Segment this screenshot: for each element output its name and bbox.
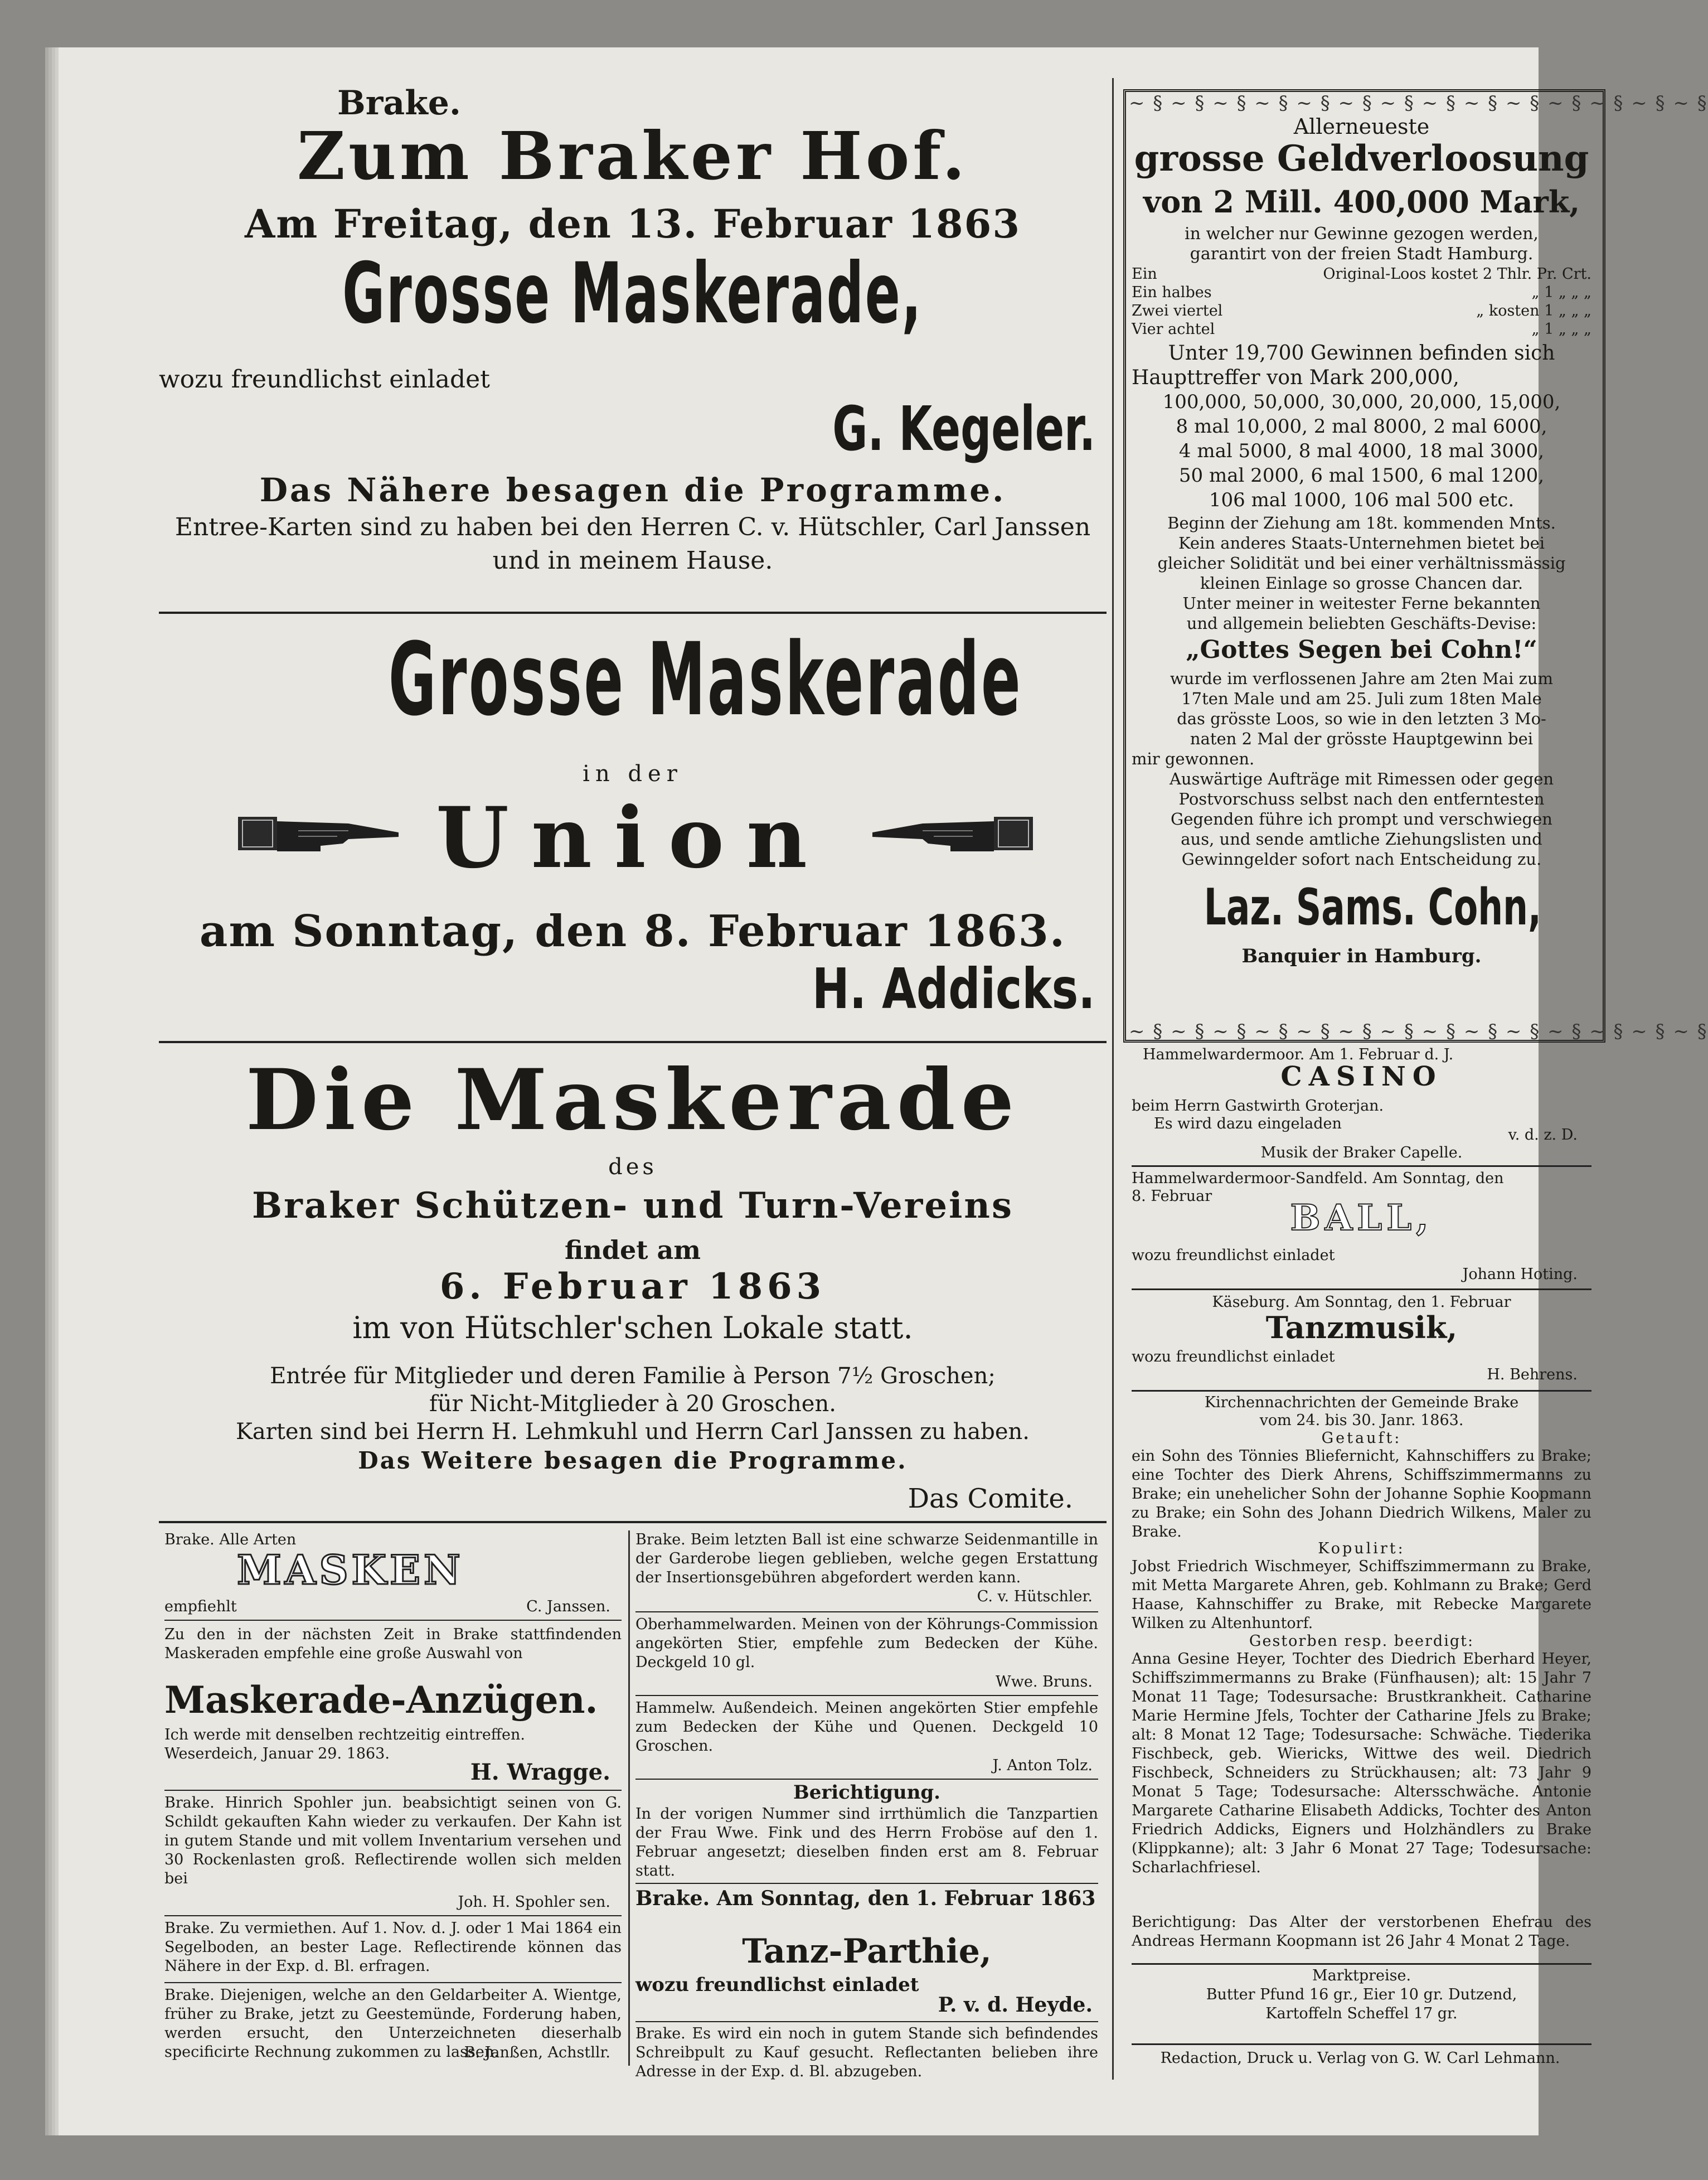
schuetzen-title: Die Maskerade [245,1051,1020,1149]
ball-invite: wozu freundlichst einladet [1132,1247,1335,1264]
lottery-l17: Unter meiner in weitester Ferne bekannten [1182,594,1541,613]
lottery-l22: das grösste Loos, so wie in den letzten 3 Mo- [1177,709,1546,728]
wragge-date: Weserdeich, Januar 29. 1863. [164,1745,390,1762]
markt-l2: Kartoffeln Scheffel 17 gr. [1265,2005,1458,2022]
casino-l3: v. d. z. D. [1508,1126,1578,1144]
arbeiter-sign: B. Janßen, Achstllr. [464,2044,610,2061]
lottery-l20: wurde im verflossenen Jahre am 2ten Mai zum [1170,669,1554,688]
lottery-l26: Postvorschuss selbst nach den entferntesten [1178,789,1545,808]
lottery-l29: Gewinngelder sofort nach Entscheidung zu. [1181,850,1542,869]
braker-hof-event: Grosse Maskerade, [342,245,923,342]
column-divider [628,1530,630,2066]
vermiethen-text: Brake. Zu vermiethen. Auf 1. Nov. d. J. oder 1 Mai 1864 ein Segelboden, an bester Lage. Reflectirende können das Nähere in der Exp. d. Bl. erfragen. [164,1920,622,1975]
lottery-l13: Beginn der Ziehung am 18t. kommenden Mnts. [1167,513,1556,532]
tanzmusik-invite: wozu freundlichst einladet [1132,1348,1335,1365]
lottery-name: Laz. Sams. Cohn, [1204,878,1541,937]
lower-middle-column [635,1530,1104,2080]
casino-l1: beim Herrn Gastwirth Groterjan. [1132,1097,1384,1115]
wragge-text2: Ich werde mit denselben rechtzeitig eintreffen. [164,1726,525,1743]
schuetzen-entry-1: Entrée für Mitglieder und deren Familie à Person 7½ Groschen; [270,1363,996,1389]
schuetzen-sign: Das Comite. [908,1483,1073,1514]
footer-imprint: Redaction, Druck u. Verlag von G. W. Carl Lehmann. [1160,2050,1560,2067]
tanzmusik-ad [1132,1293,1591,1391]
lottery-l3: von 2 Mill. 400,000 Mark, [1143,184,1580,220]
masken-title: MASKEN [237,1546,464,1593]
kirche-dates: vom 24. bis 30. Janr. 1863. [1259,1412,1464,1429]
lottery-l7: Haupttreffer von Mark 200,000, [1132,366,1459,389]
spohler-text: Brake. Hinrich Spohler jun. beabsichtigt seinen von G. Schildt gekauften Kahn wieder zu verkaufen. Der Kahn ist in gutem Stande und mit vollem Inventarium versehen und 30 Rockenlasten groß. Reflectirende wollen sich melden bei [164,1794,622,1887]
schuetzen-where: im von Hütschler'schen Lokale statt. [352,1310,913,1345]
casino-title: CASINO [1280,1061,1443,1092]
ball-date: 8. Februar [1132,1188,1212,1205]
kirche-berichtigung: Berichtigung: Das Alter der verstorbenen Ehefrau des Andreas Hermann Koopmann ist 26 Jahr 4 Monat 2 Tage. [1132,1913,1591,1950]
lottery-l11: 50 mal 2000, 6 mal 1500, 6 mal 1200, [1178,464,1545,487]
lottery-l10: 4 mal 5000, 8 mal 4000, 18 mal 3000, [1178,440,1545,462]
rule [159,1041,1107,1043]
lottery-l9: 8 mal 10,000, 2 mal 8000, 2 mal 6000, [1176,415,1547,438]
casino-head: Hammelwardermoor. Am 1. Februar d. J. [1143,1046,1454,1063]
lottery-l19: „Gottes Segen bei Cohn!“ [1186,636,1537,664]
lottery-l27: Gegenden führe ich prompt und verschwiegen [1171,810,1552,829]
kirche-gestorben-text: Anna Gesine Heyer, Tochter des Diedrich Eberhard Heyer, Schiffszimmermanns zu Brake (Fünfhausen); alt: 15 Jahr 7 Monat 11 Tage; Todesursache: Brustkrankheit. Catharine Marie Hermine Jfels, Tochter der Catharine Jfels zu Brake; alt: 8 Monat 12 Tage; Todesursache: Schwäche. Tiederika Fischbeck, geb. Wiericks, Wittwe des weil. Diedrich Fischbeck, Schneiders zu Strückhausen; alt: 73 Jahr 9 Monat 5 Tage; Todesursache: Altersschwäche. Antonie Margarete Catharine Elisabeth Addicks, Tochter des Anton Friedrich Addicks, Eigners und Holzhändlers zu Brake (Klippkanne); alt: 3 Jahr 6 Monat 27 Tage; Todesursache: Scharlachfriesel. [1132,1650,1591,1876]
braker-hof-venue: Zum Braker Hof. [297,117,969,195]
union-host: H. Addicks. [812,956,1095,1021]
lottery-r2a: Ein halbes [1132,284,1212,301]
lottery-l4: in welcher nur Gewinne gezogen werden, [1185,224,1539,244]
schuetzen-entry-2: für Nicht-Mitglieder à 20 Groschen. [429,1391,836,1417]
wragge-title: Maskerade-Anzügen. [164,1678,598,1722]
union-date: am Sonntag, den 8. Februar 1863. [199,906,1066,957]
lottery-l25: Auswärtige Aufträge mit Rimessen oder gegen [1169,769,1554,788]
rule [159,1521,1107,1523]
lottery-ad [1132,114,1591,1034]
ball-title: BALL, [1290,1197,1433,1239]
braker-hof-date: Am Freitag, den 13. Februar 1863 [244,201,1021,247]
union-in-der: in der [583,761,683,787]
lottery-role: Banquier in Hamburg. [1241,945,1482,967]
braker-hof-invite: wozu freundlichst einladet [159,365,490,394]
kirche-getauft: Getauft: [1321,1430,1402,1447]
tanzmusik-head: Käseburg. Am Sonntag, den 1. Februar [1212,1294,1511,1311]
lottery-l24: mir gewonnen. [1132,749,1255,768]
kirche-getauft-text: ein Sohn des Tönnies Bliefernicht, Kahnschiffers zu Brake; eine Tochter des Dierk Ahrens, Schiffszimmermanns zu Brake; ein unehelicher Sohn der Johanne Sophie Koopmann zu Brake; ein Sohn des Johann Diedrich Wilkens, Maler zu Brake. [1132,1447,1591,1540]
kirche-head: Kirchennachrichten der Gemeinde Brake [1204,1394,1519,1411]
lottery-r1a: Ein [1132,265,1157,283]
pointing-hand-left-icon [867,800,1034,867]
braker-hof-ad [159,84,1107,652]
lottery-r3a: Zwei viertel [1132,302,1223,319]
berichtigung-text: In der vorigen Nummer sind irrthümlich die Tanzpartien der Frau Wwe. Fink und des Herrn Froböse auf den 1. Februar angesetzt; dieselben finden erst am 8. Februar statt. [635,1805,1098,1879]
lottery-l1: Allerneueste [1293,114,1430,139]
kirche-gestorben: Gestorben resp. beerdigt: [1249,1632,1474,1650]
heyde-head: Brake. Am Sonntag, den 1. Februar 1863 [635,1887,1096,1910]
braker-hof-tickets-1: Entree-Karten sind zu haben bei den Herren C. v. Hütschler, Carl Janssen [174,513,1091,541]
masken-head: Brake. Alle Arten [164,1531,297,1548]
schreibpult-text: Brake. Es wird ein noch in gutem Stande sich befindendes Schreibpult zu Kauf gesucht. Reflectanten belieben ihre Adresse in der Exp. d. Bl. abzugeben. [635,2025,1098,2080]
schuetzen-findet: findet am [564,1235,701,1265]
column-divider [1112,78,1114,2080]
markt-head: Marktpreise. [1312,1967,1411,1984]
berichtigung-title: Berichtigung. [793,1781,941,1804]
arbeiter-text: Brake. Diejenigen, welche an den Geldarbeiter A. Wientge, früher zu Brake, jetzt zu Geestemünde, Forderung haben, werden ersucht, den Unterzeichneten dieserhalb specificirte Rechnung zukommen zu lassen. [164,1987,622,2061]
braker-hof-place: Brake. [337,84,461,123]
schuetzen-entry-4: Das Weitere besagen die Programme. [358,1447,908,1474]
braker-hof-details: Das Nähere besagen die Programme. [259,471,1006,509]
lottery-l2: grosse Geldverloosung [1134,138,1589,180]
lottery-l6: Unter 19,700 Gewinnen befinden sich [1168,342,1555,365]
rule [159,612,1107,614]
casino-l2: Es wird dazu eingeladen [1154,1115,1342,1132]
lottery-l18: und allgemein beliebten Geschäfts-Devise: [1186,614,1537,633]
aussendeich-text: Hammelw. Außendeich. Meinen angekörten Stier empfehle zum Bedecken der Kühe und Quenen. Deckgeld 10 Groschen. [635,1699,1098,1755]
newspaper-page [59,47,1708,2135]
lottery-l23: naten 2 Mal der grösste Hauptgewinn bei [1190,729,1534,748]
schuetzen-entry-3: Karten sind bei Herrn H. Lehmkuhl und Herrn Carl Janssen zu haben. [235,1419,1030,1445]
spohler-sign: Joh. H. Spohler sen. [458,1893,610,1911]
heyde-sign: P. v. d. Heyde. [938,1993,1093,2017]
wragge-sign: H. Wragge. [470,1759,610,1785]
lottery-l15: gleicher Solidität und bei einer verhältnissmässig [1157,554,1566,573]
stier-text: Oberhammelwarden. Meinen von der Köhrungs-Commission angekörten Stier, empfehle zum Bedecken der Kühe. Deckgeld 10 gl. [635,1616,1098,1671]
tanzmusik-sign: H. Behrens. [1487,1366,1578,1383]
kirche-section [1132,1393,1591,1962]
lottery-r4a: Vier achtel [1132,321,1215,338]
lottery-r3b: „ kosten 1 „ „ „ [1476,302,1591,319]
lottery-r4b: „ 1 „ „ „ [1531,321,1591,338]
lower-left-column [164,1530,622,2066]
schuetzen-ad [159,1051,1107,1525]
kirche-kopulirt-text: Jobst Friedrich Wischmeyer, Schiffszimmermann zu Brake, mit Metta Margarete Ahren, geb. Kohlmann zu Brake; Gerd Haase, Kahnschiffer zu Brake, mit Rebecke Margarete Wilken zu Altenhuntorf. [1132,1558,1591,1632]
lottery-r2b: „ 1 „ „ „ [1531,284,1591,301]
union-event: Grosse Maskerade [388,622,1023,738]
casino-l4: Musik der Braker Capelle. [1260,1144,1463,1161]
schuetzen-club: Braker Schützen- und Turn-Vereins [252,1185,1013,1227]
lottery-l16: kleinen Einlage so grosse Chancen dar. [1200,574,1523,593]
union-ad [159,622,1107,1090]
ball-ad [1132,1169,1591,1289]
lottery-l8: 100,000, 50,000, 30,000, 20,000, 15,000, [1162,391,1561,413]
stier-sign: Wwe. Bruns. [996,1673,1093,1690]
wragge-text: Zu den in der nächsten Zeit in Brake stattfindenden Maskeraden empfehle eine große Auswahl von [164,1626,622,1662]
braker-hof-tickets-2: und in meinem Hause. [492,546,773,575]
masken-sign: C. Janssen. [526,1598,610,1615]
ball-head: Hammelwardermoor-Sandfeld. Am Sonntag, den [1132,1170,1504,1187]
ornament-border: ~ § ~ § ~ § ~ § ~ § ~ § ~ § ~ § ~ § ~ § ~ § ~ § ~ § ~ § [1129,92,1708,114]
aussendeich-sign: J. Anton Tolz. [992,1757,1093,1774]
heyde-invite: wozu freundlichst einladet [635,1974,919,1996]
lottery-r1b: Original-Loos kostet 2 Thlr. Pr. Crt. [1323,265,1591,283]
lottery-l28: aus, und sende amtliche Ziehungslisten und [1181,830,1542,849]
masken-empfiehlt: empfiehlt [164,1598,237,1615]
markt-l1: Butter Pfund 16 gr., Eier 10 gr. Dutzend, [1206,1986,1517,2003]
schuetzen-date: 6. Februar 1863 [439,1266,826,1307]
lottery-l14: Kein anderes Staats-Unternehmen bietet bei [1178,534,1545,553]
mantille-text: Brake. Beim letzten Ball ist eine schwarze Seidenmantille in der Garderobe liegen geblieben, welche gegen Erstattung der Insertionsgebühren abgefordert werden kann. [635,1531,1098,1586]
lottery-l21: 17ten Male und am 25. Juli zum 18ten Male [1181,689,1542,708]
union-venue: Union [436,789,829,887]
casino-ad [1132,1045,1591,1165]
kirche-kopulirt: Kopulirt: [1318,1540,1405,1557]
ball-sign: Johann Hoting. [1462,1266,1578,1283]
schuetzen-des: des [608,1154,657,1180]
lottery-l5: garantirt von der freien Stadt Hamburg. [1190,244,1534,264]
tanzmusik-title: Tanzmusik, [1265,1310,1458,1345]
ornament-border: ~ § ~ § ~ § ~ § ~ § ~ § ~ § ~ § ~ § ~ § ~ § ~ § ~ § ~ § [1129,1020,1708,1043]
mantille-sign: C. v. Hütschler. [977,1588,1093,1605]
heyde-title: Tanz-Parthie, [742,1932,992,1971]
lottery-l12: 106 mal 1000, 106 mal 500 etc. [1209,489,1515,511]
braker-hof-host: G. Kegeler. [832,393,1095,464]
markt-section [1132,1966,1591,2039]
